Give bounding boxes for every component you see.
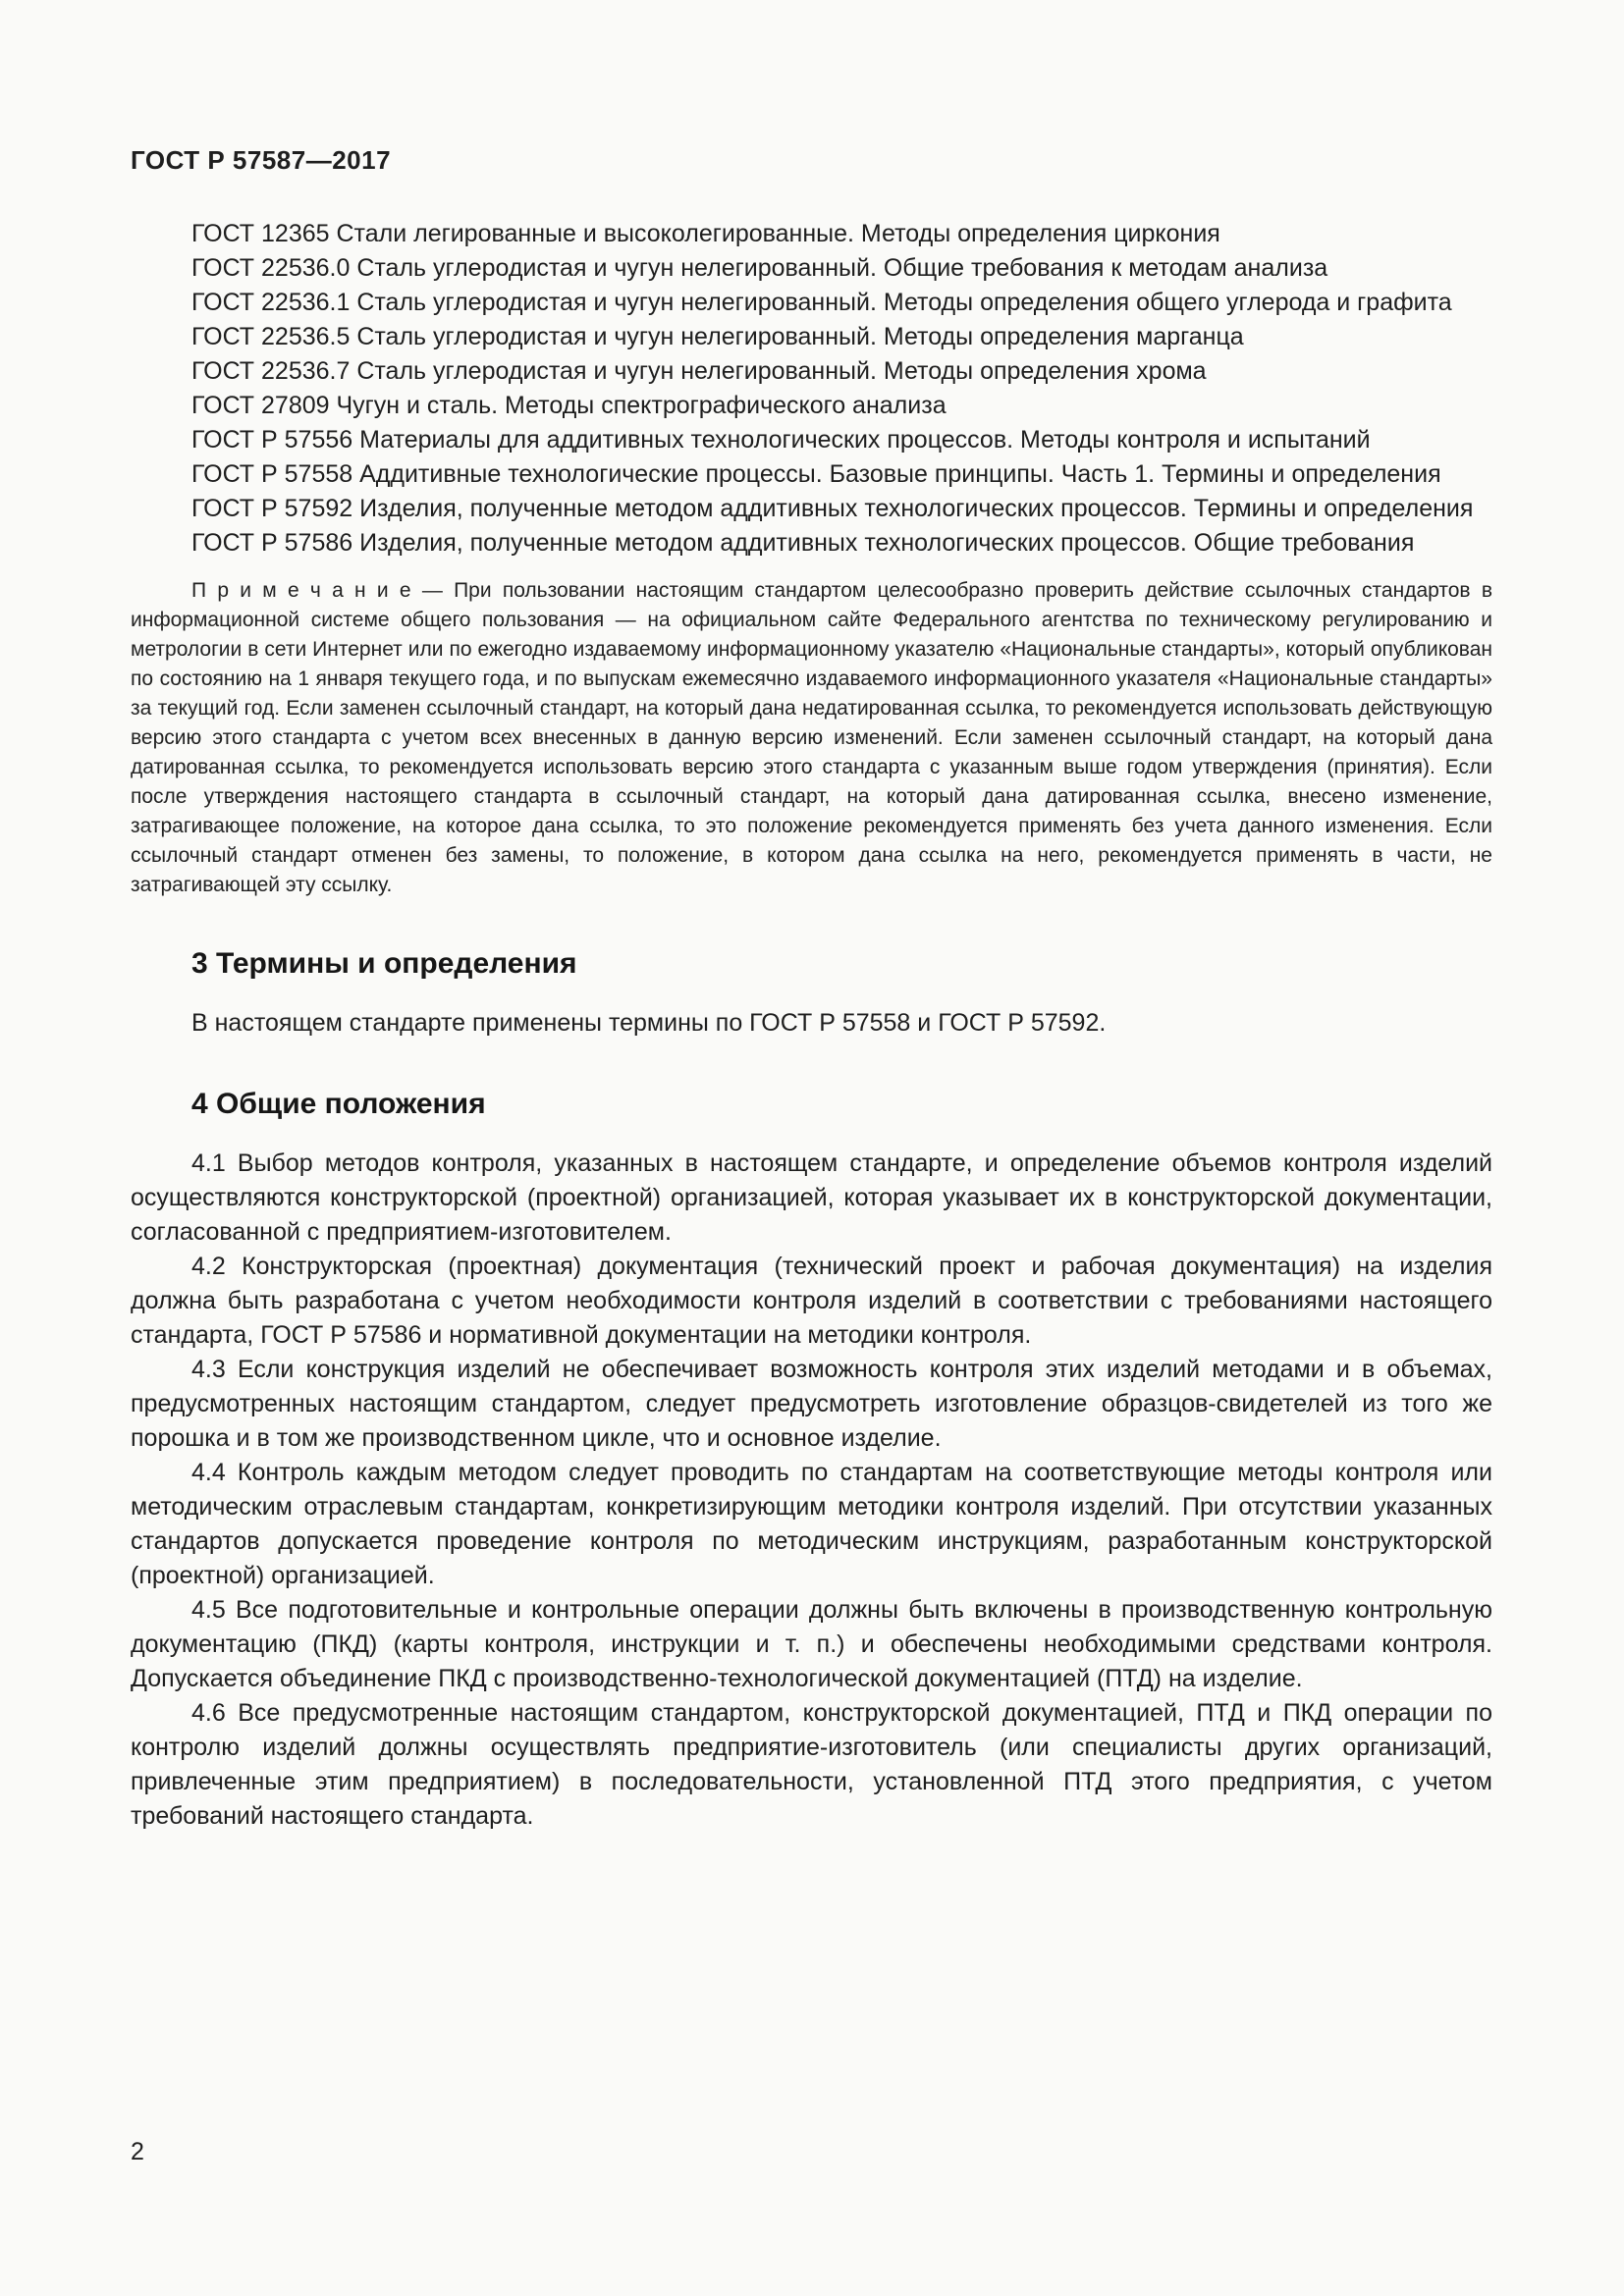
paragraph-4-4: 4.4 Контроль каждым методом следует проводить по стандартам на соответствующие методы контроля или методическим отраслевым стандартам, конкретизирующим методики контроля изделий. При отсутствии указанных стандартов допускается проведение контроля по методическим инструкциям, разработанным конструкторской (проектной) организацией. [131, 1459, 1492, 1589]
paragraph-4-2: 4.2 Конструкторская (проектная) документация (технический проект и рабочая документация) на изделия должна быть разработана с учетом необходимости контроля изделий в соответствии с требованиями настоящего стандарта, ГОСТ Р 57586 и нормативной документации на методики контроля. [131, 1253, 1492, 1349]
paragraph-4-6: 4.6 Все предусмотренные настоящим стандартом, конструкторской документацией, ПТД и ПКД операции по контролю изделий должны осуществлять предприятие-изготовитель (или специалисты других организаций, привлеченные этим предприятием) в последовательности, установленной ПТД этого предприятия, с учетом требований настоящего стандарта. [131, 1699, 1492, 1830]
reference-item: ГОСТ 22536.7 Сталь углеродистая и чугун нелегированный. Методы определения хрома [191, 357, 1207, 385]
page-number: 2 [131, 2138, 144, 2165]
reference-item: ГОСТ Р 57558 Аддитивные технологические процессы. Базовые принципы. Часть 1. Термины и определения [191, 460, 1441, 488]
paragraph-4-1: 4.1 Выбор методов контроля, указанных в настоящем стандарте, и определение объемов контроля изделий осуществляются конструкторской (проектной) организацией, которая указывает их в конструкторской документации, согласованной с предприятием-изготовителем. [131, 1149, 1492, 1246]
reference-item: ГОСТ 27809 Чугун и сталь. Методы спектрографического анализа [191, 392, 947, 419]
section-3-paragraph: В настоящем стандарте применены термины по ГОСТ Р 57558 и ГОСТ Р 57592. [191, 1009, 1107, 1037]
reference-item: ГОСТ Р 57556 Материалы для аддитивных технологических процессов. Методы контроля и испытаний [191, 426, 1371, 454]
reference-item: ГОСТ 22536.1 Сталь углеродистая и чугун нелегированный. Методы определения общего углерода и графита [191, 289, 1452, 316]
section-3-heading: 3 Термины и определения [191, 947, 577, 980]
section-4-heading: 4 Общие положения [191, 1088, 486, 1120]
reference-item: ГОСТ 22536.0 Сталь углеродистая и чугун нелегированный. Общие требования к методам анализа [191, 254, 1328, 282]
note-paragraph: П р и м е ч а н и е — При пользовании настоящим стандартом целесообразно проверить действие ссылочных стандартов в информационной системе общего пользования — на официальном сайте Федерального агентства по техническому регулированию и метрологии в сети Интернет или по ежегодно издаваемому информационному указателю «Национальные стандарты», который опубликован по состоянию на 1 января текущего года, и по выпускам ежемесячно издаваемого информационного указателя «Национальные стандарты» за текущий год. Если заменен ссылочный стандарт, на который дана недатированная ссылка, то рекомендуется использовать действующую версию этого стандарта с учетом всех внесенных в данную версию изменений. Если заменен ссылочный стандарт, на который дана датированная ссылка, то рекомендуется использовать версию этого стандарта с указанным выше годом утверждения (принятия). Если после утверждения настоящего стандарта в ссылочный стандарт, на который дана датированная ссылка, внесено изменение, затрагивающее положение, на которое дана ссылка, то это положение рекомендуется применять без учета данного изменения. Если ссылочный стандарт отменен без замены, то положение, в котором дана ссылка на него, рекомендуется применять в части, не затрагивающей эту ссылку. [131, 579, 1492, 896]
reference-item: ГОСТ 12365 Стали легированные и высоколегированные. Методы определения циркония [191, 220, 1220, 247]
paragraph-4-5: 4.5 Все подготовительные и контрольные операции должны быть включены в производственную контрольную документацию (ПКД) (карты контроля, инструкции и т. п.) и обеспечены необходимыми средствами контроля. Допускается объединение ПКД с производственно-технологической документацией (ПТД) на изделие. [131, 1596, 1492, 1692]
reference-item: ГОСТ Р 57592 Изделия, полученные методом аддитивных технологических процессов. Термины и определения [191, 495, 1474, 522]
reference-item: ГОСТ Р 57586 Изделия, полученные методом аддитивных технологических процессов. Общие требования [191, 529, 1415, 557]
reference-item: ГОСТ 22536.5 Сталь углеродистая и чугун нелегированный. Методы определения марганца [191, 323, 1244, 350]
doc-number-header: ГОСТ Р 57587—2017 [131, 145, 392, 175]
paragraph-4-3: 4.3 Если конструкция изделий не обеспечивает возможность контроля этих изделий методами и в объемах, предусмотренных настоящим стандартом, следует предусмотреть изготовление образцов-свидетелей из того же порошка и в том же производственном цикле, что и основное изделие. [131, 1356, 1492, 1452]
references-list [131, 217, 1492, 561]
